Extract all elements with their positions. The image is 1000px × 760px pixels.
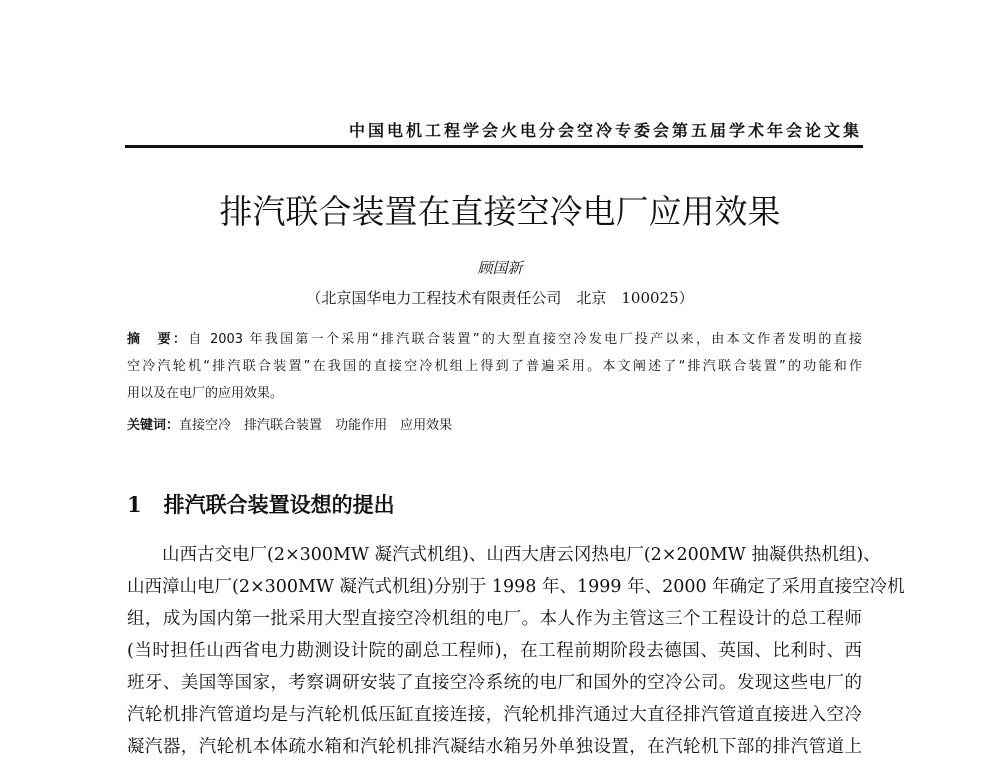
body-line: 山西漳山电厂(2×300MW 凝汽式机组)分别于 1998 年、1999 年、2000 年确定了采用直接空冷机 [127, 577, 905, 597]
header-divider [125, 145, 863, 148]
abstract-text: 自 2003 年我国第一个采用“排汽联合装置”的大型直接空冷发电厂投产以来，由本文作者发明的直接 [188, 332, 862, 347]
section-number: 1 [127, 492, 142, 517]
body-line: 组，成为国内第一批采用大型直接空冷机组的电厂。本人作为主管这三个工程设计的总工程师 [127, 609, 862, 629]
abstract-line: 用以及在电厂的应用效果。 [127, 386, 284, 401]
section-heading [127, 489, 395, 519]
keywords [127, 414, 452, 433]
body-line: 汽轮机排汽管道均是与汽轮机低压缸直接连接，汽轮机排汽通过大直径排汽管道直接进入空冷 [127, 705, 862, 725]
body-line: 凝汽器，汽轮机本体疏水箱和汽轮机排汽凝结水箱另外单独设置，在汽轮机下部的排汽管道上 [127, 737, 862, 757]
keyword: 功能作用 [335, 418, 388, 433]
body-line: 班牙、美国等国家，考察调研安装了直接空冷系统的电厂和国外的空冷公司。发现这些电厂的 [127, 673, 862, 693]
abstract-line: 空冷汽轮机“排汽联合装置”在我国的直接空冷机组上得到了普遍采用。本文阐述了“排汽联合装置”的功能和作 [127, 359, 862, 374]
keyword: 排汽联合装置 [244, 418, 323, 433]
author-name: 顾国新 [477, 259, 523, 277]
keyword: 直接空冷 [179, 418, 232, 433]
abstract-line [127, 328, 862, 347]
keyword: 应用效果 [400, 418, 453, 433]
body-line: (当时担任山西省电力勘测设计院的副总工程师)，在工程前期阶段去德国、英国、比利时、西 [127, 641, 862, 661]
abstract-label: 摘 要： [127, 332, 189, 347]
proceedings-header: 中国电机工程学会火电分会空冷专委会第五届学术年会论文集 [348, 121, 862, 140]
section-title: 排汽联合装置设想的提出 [163, 492, 395, 517]
keywords-label: 关键词： [127, 418, 180, 433]
body-line: 山西古交电厂(2×300MW 凝汽式机组)、山西大唐云冈热电厂(2×200MW 抽凝供热机组)、 [127, 545, 881, 565]
paper-title: 排汽联合装置在直接空冷电厂应用效果 [219, 192, 781, 231]
author-affiliation: （北京国华电力工程技术有限责任公司 北京 100025） [306, 289, 694, 307]
